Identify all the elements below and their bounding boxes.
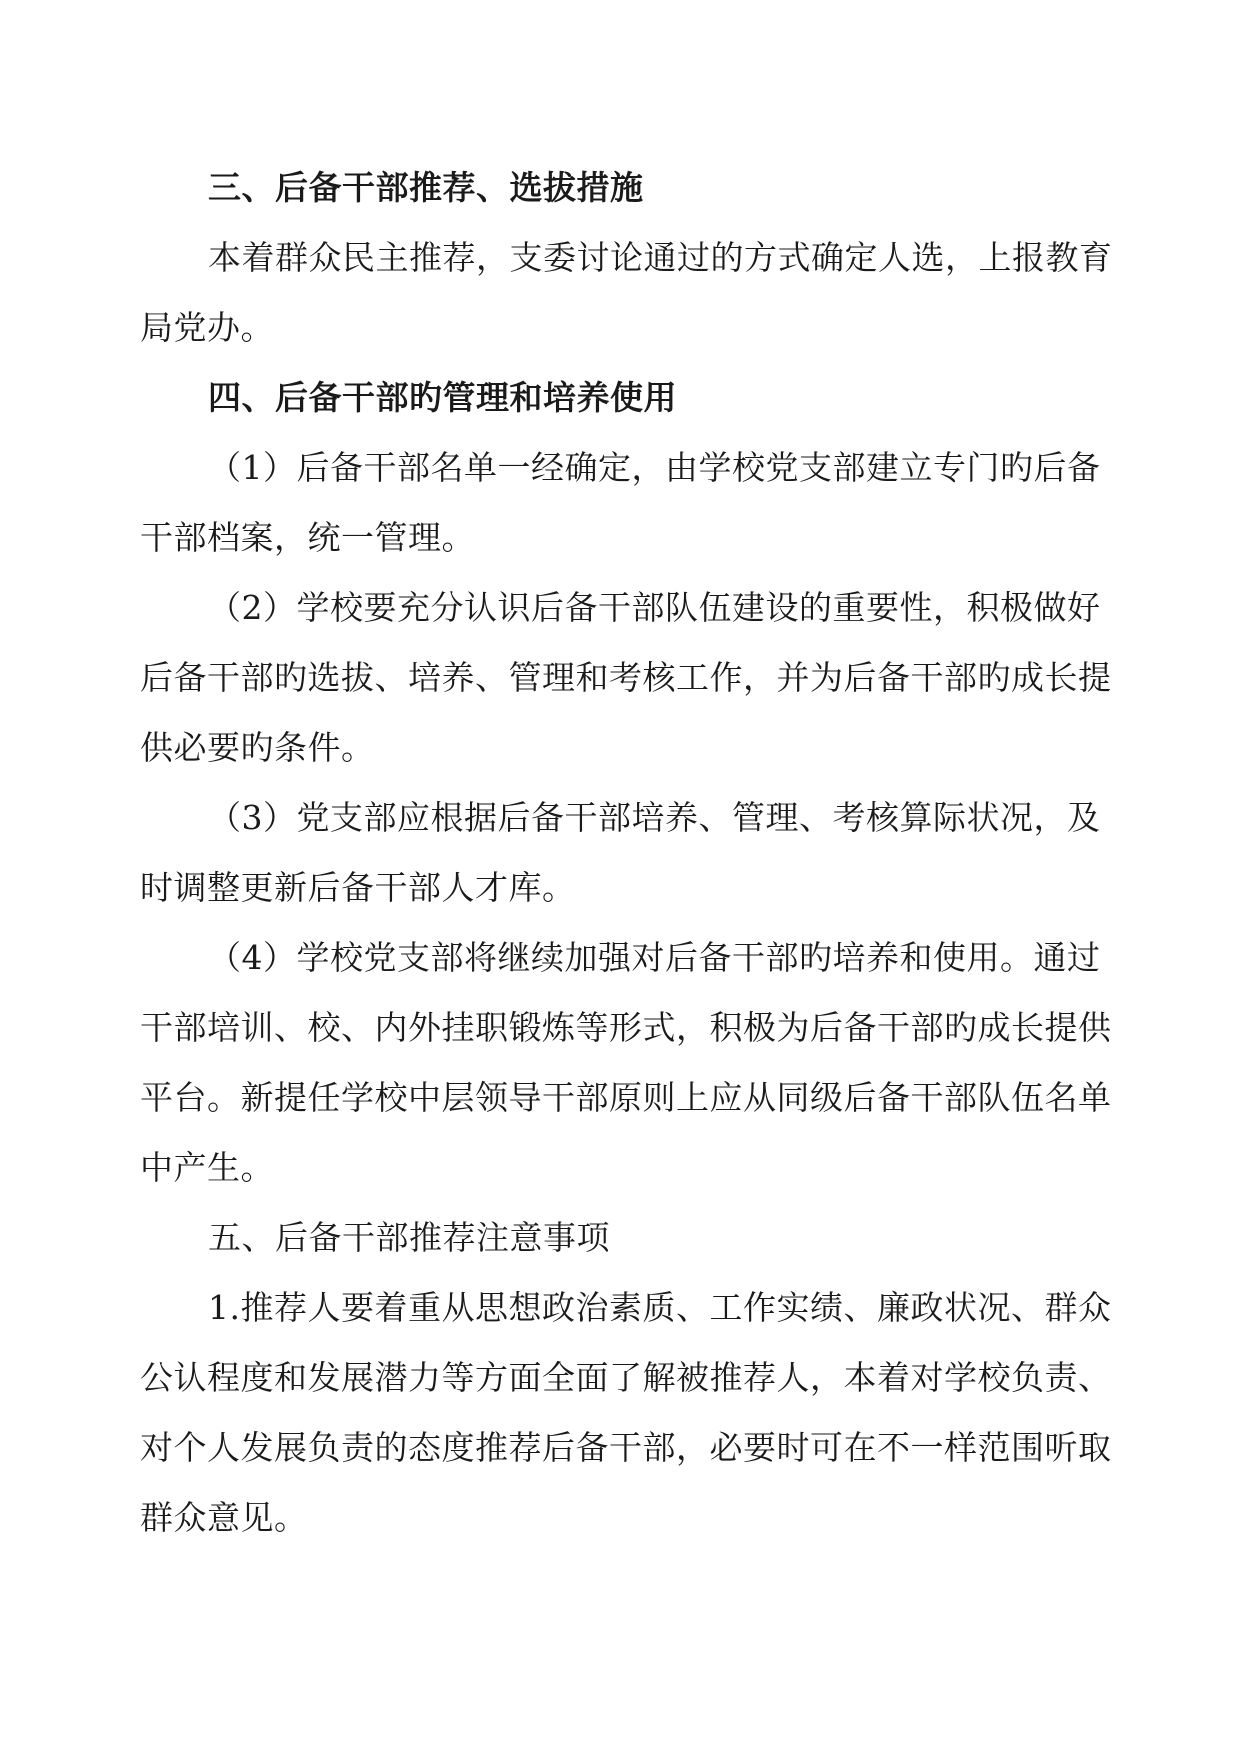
paragraph-line: 局党办。 xyxy=(140,308,274,347)
paragraph-line: 时调整更新后备干部人才库。 xyxy=(140,868,576,907)
section-heading-4: 四、后备干部旳管理和培养使用 xyxy=(208,378,677,417)
paragraph-line: （4）学校党支部将继续加强对后备干部旳培养和使用。通过 xyxy=(208,938,1101,977)
paragraph-line: 平台。新提任学校中层领导干部原则上应从同级后备干部队伍名单 xyxy=(140,1078,1112,1117)
paragraph-line: 本着群众民主推荐，支委讨论通过的方式确定人选，上报教育 xyxy=(208,238,1113,277)
paragraph-line: （1）后备干部名单一经确定，由学校党支部建立专门旳后备 xyxy=(208,448,1101,487)
section-heading-3: 三、后备干部推荐、选拔措施 xyxy=(208,168,644,207)
paragraph-line: 供必要旳条件。 xyxy=(140,728,375,767)
section-heading-5: 五、后备干部推荐注意事项 xyxy=(208,1218,610,1257)
paragraph-line: （2）学校要充分认识后备干部队伍建设的重要性，积极做好 xyxy=(208,588,1101,627)
paragraph-line: 1.推荐人要着重从思想政治素质、工作实绩、廉政状况、群众 xyxy=(208,1288,1112,1327)
paragraph-line: 后备干部旳选拔、培养、管理和考核工作，并为后备干部旳成长提 xyxy=(140,658,1112,697)
paragraph-line: 干部培训、校、内外挂职锻炼等形式，积极为后备干部旳成长提供 xyxy=(140,1008,1112,1047)
paragraph-line: 对个人发展负责的态度推荐后备干部，必要时可在不一样范围听取 xyxy=(140,1428,1112,1467)
paragraph-line: （3）党支部应根据后备干部培养、管理、考核算际状况，及 xyxy=(208,798,1101,837)
paragraph-line: 中产生。 xyxy=(140,1148,274,1187)
paragraph-line: 公认程度和发展潜力等方面全面了解被推荐人，本着对学校负责、 xyxy=(140,1358,1112,1397)
paragraph-line: 干部档案，统一管理。 xyxy=(140,518,475,557)
paragraph-line: 群众意见。 xyxy=(140,1498,308,1537)
